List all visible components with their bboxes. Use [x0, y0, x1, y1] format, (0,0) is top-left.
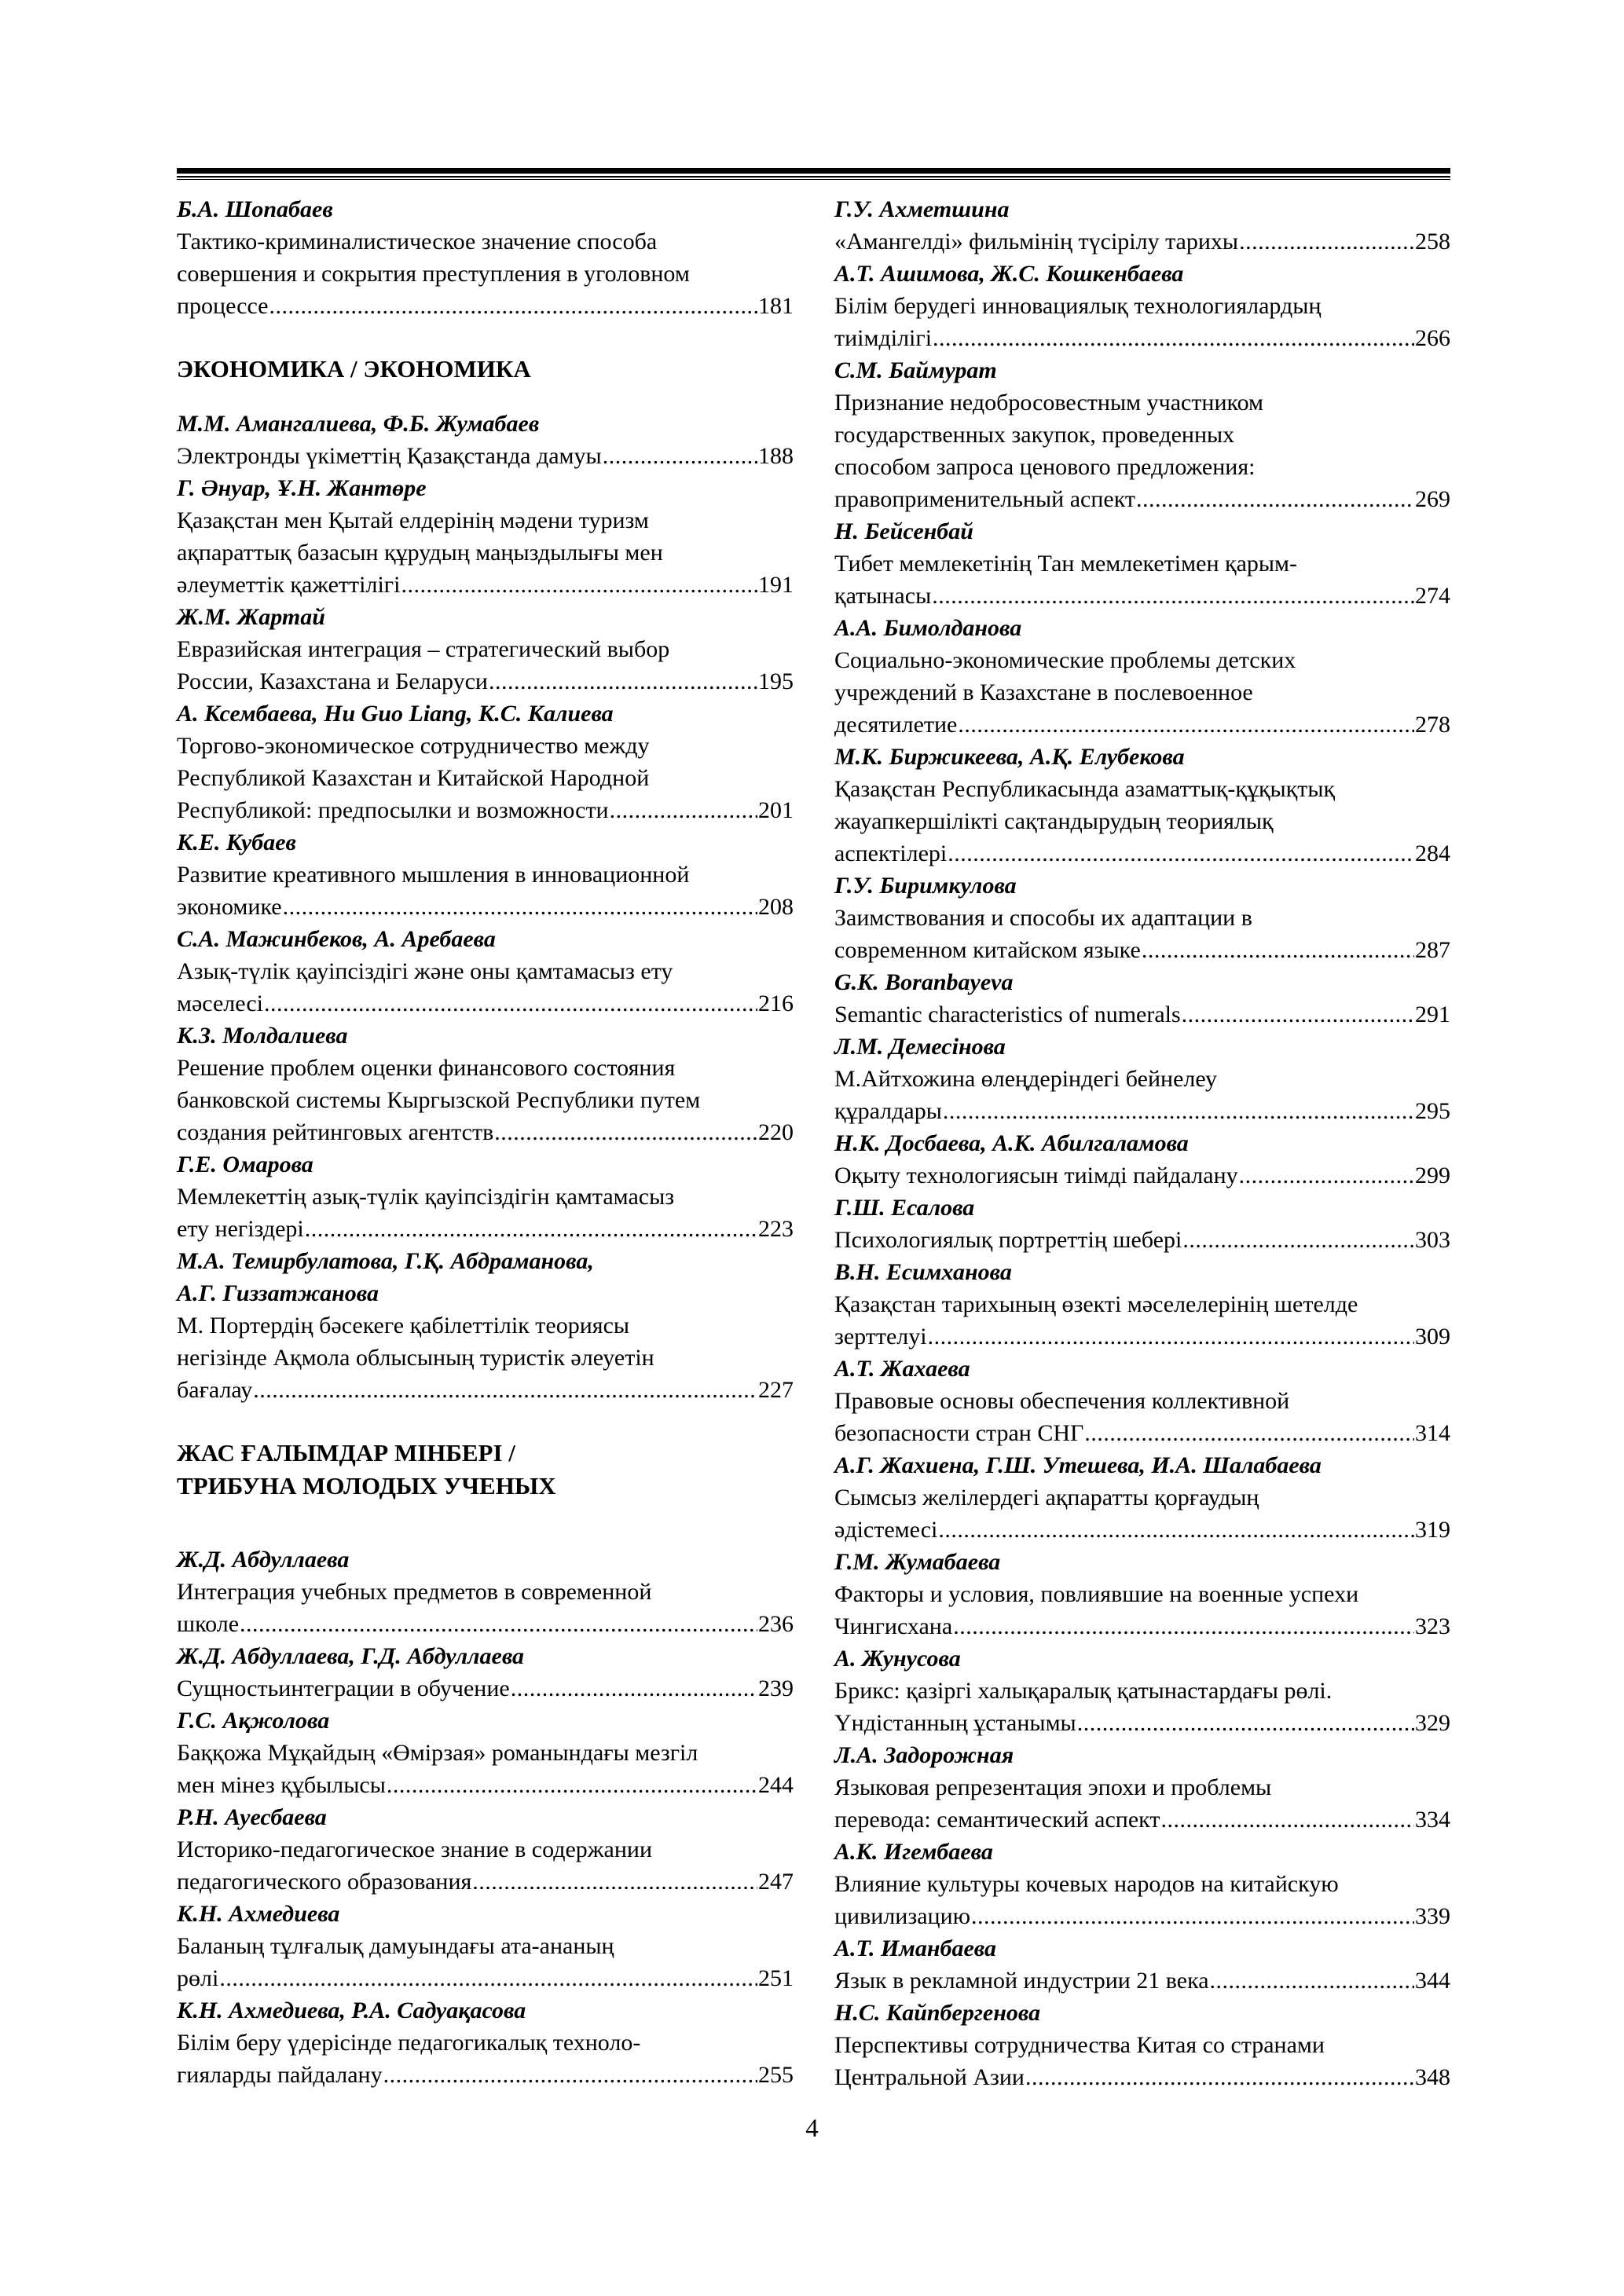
entry-title-line: Азық-түлік қауіпсіздігі және оны қамтамасыз ету	[177, 958, 673, 984]
entry-page-number: 251	[758, 1965, 794, 1991]
entry-title-line: М. Портердің бәсекеге қабілеттілік теориясы	[177, 1313, 630, 1338]
entry-title-end: Оқыту технологиясын тиімді пайдалану	[834, 1163, 1238, 1188]
section-heading: ЖАС ҒАЛЫМДАР МІНБЕРІ /	[177, 1439, 515, 1467]
section-heading: ЭКОНОМИКА / ЭКОНОМИКА	[177, 355, 531, 383]
entry-page-number: 339	[1415, 1903, 1450, 1929]
dot-leader	[283, 891, 757, 923]
entry-page-number: 319	[1415, 1517, 1450, 1543]
entry-title-last-line	[177, 569, 794, 601]
entry-title-end: цивилизацию	[834, 1903, 971, 1929]
toc-entry	[177, 1640, 794, 1705]
dot-leader	[932, 580, 1414, 612]
entry-title-end: процессе	[177, 293, 269, 319]
dot-leader	[489, 665, 757, 698]
dot-leader	[1142, 934, 1414, 966]
entry-page-number: 295	[1415, 1098, 1450, 1124]
dot-leader	[1077, 1707, 1414, 1739]
entry-page-number: 255	[758, 2062, 794, 2088]
entry-title-line: Евразийская интеграция – стратегический выбор	[177, 636, 670, 662]
entry-title-line: Мемлекеттің азық-түлік қауіпсіздігін қамтамасыз	[177, 1184, 675, 1210]
entry-title-last-line	[177, 665, 794, 698]
entry-page-number: 236	[758, 1611, 794, 1637]
entry-author: С.М. Баймурат	[834, 357, 997, 383]
entry-title-end: зерттелуі	[834, 1324, 927, 1349]
entry-title-end: мен мінез құбылысы	[177, 1772, 386, 1798]
entry-title-line: ақпараттық базасын құрудың маңыздылығы мен	[177, 540, 663, 566]
entry-author: Б.А. Шопабаев	[177, 196, 333, 222]
header-rule-hairline	[177, 179, 1450, 180]
dot-leader	[928, 1320, 1414, 1353]
entry-author: Г. Әнуар, Ұ.Н. Жантөре	[177, 475, 427, 501]
entry-title-line: негізінде Ақмола облысының туристік әлеуетін	[177, 1345, 654, 1371]
entry-title-line: Торгово-экономическое сотрудничество между	[177, 733, 650, 759]
entry-title-end: ету негіздері	[177, 1216, 304, 1242]
dot-leader	[1136, 483, 1414, 515]
toc-entry	[177, 1543, 794, 1640]
entry-author: А. Ксембаева, Hu Guo Liang, К.С. Калиева	[177, 701, 614, 727]
toc-entry	[834, 1739, 1450, 1836]
entry-title-last-line	[177, 891, 794, 923]
entry-title-end: Язык в рекламной индустрии 21 века	[834, 1968, 1209, 1994]
entry-title-line: Баққожа Мұқайдың «Өмірзая» романындағы мезгіл	[177, 1740, 698, 1766]
entry-page-number: 220	[758, 1119, 794, 1145]
toc-entry	[177, 923, 794, 1020]
dot-leader	[1084, 1417, 1414, 1449]
toc-entry	[177, 601, 794, 698]
entry-title-line: Қазақстан мен Қытай елдерінің мәдени туризм	[177, 507, 649, 533]
entry-title-end: «Амангелді» фильмінің түсірілу тарихы	[834, 229, 1239, 255]
entry-page-number: 269	[1415, 486, 1450, 512]
toc-entry	[834, 612, 1450, 741]
entry-title-end: Чингисхана	[834, 1613, 953, 1639]
dot-leader	[401, 569, 757, 601]
entry-title-end: современном китайском языке	[834, 937, 1141, 963]
entry-title-line: Историко-педагогическое знание в содержании	[177, 1836, 653, 1862]
entry-title-line: Заимствования и способы их адаптации в	[834, 905, 1252, 931]
entry-title-line: способом запроса ценового предложения:	[834, 454, 1256, 480]
entry-title-last-line	[834, 1900, 1450, 1932]
toc-entry	[834, 1353, 1450, 1449]
entry-page-number: 291	[1415, 1002, 1450, 1027]
entry-title-last-line	[834, 322, 1450, 354]
entry-author: Ж.Д. Абдуллаева, Г.Д. Абдуллаева	[177, 1643, 525, 1669]
toc-entry	[177, 1245, 794, 1406]
entry-page-number: 258	[1415, 229, 1450, 255]
entry-author: С.А. Мажинбеков, А. Аребаева	[177, 926, 496, 952]
entry-page-number: 181	[758, 293, 794, 319]
entry-author: А.Г. Жахиена, Г.Ш. Утешева, И.А. Шалабаева	[834, 1452, 1322, 1478]
toc-entry	[834, 870, 1450, 966]
spacer	[177, 1503, 794, 1543]
entry-title-last-line	[177, 794, 794, 826]
entry-title-end: Үндістанның ұстанымы	[834, 1710, 1076, 1736]
toc-entry	[177, 1705, 794, 1801]
entry-title-end: Психологиялық портреттің шебері	[834, 1227, 1182, 1253]
entry-title-end: перевода: семантический аспект	[834, 1807, 1160, 1833]
entry-title-last-line	[834, 1610, 1450, 1642]
dot-leader	[958, 709, 1414, 741]
entry-title-end: Республикой: предпосылки и возможности	[177, 797, 609, 823]
entry-title-line: Қазақстан тарихының өзекті мәселелерінің шетелде	[834, 1291, 1358, 1317]
entry-page-number: 244	[758, 1772, 794, 1798]
entry-author: Ж.М. Жартай	[177, 604, 325, 630]
toc-entry	[177, 1898, 794, 1994]
entry-title-last-line	[177, 1608, 794, 1640]
dot-leader	[1160, 1803, 1414, 1836]
entry-title-line: М.Айтхожина өлеңдеріндегі бейнелеу	[834, 1066, 1217, 1092]
dot-leader	[1025, 2061, 1414, 2093]
dot-leader	[933, 322, 1414, 354]
entry-title-end: педагогического образования	[177, 1869, 472, 1895]
entry-title-last-line	[834, 1159, 1450, 1192]
entry-author: А.Г. Гиззатжанова	[177, 1280, 379, 1306]
entry-title-end: рөлі	[177, 1965, 219, 1991]
entry-page-number: 348	[1415, 2064, 1450, 2090]
entry-title-last-line	[834, 1095, 1450, 1127]
entry-title-last-line	[834, 934, 1450, 966]
entry-title-line: Қазақстан Республикасында азаматтық-құқықтық	[834, 776, 1336, 802]
entry-title-end: Сущностьинтеграции в обучение	[177, 1675, 510, 1701]
entry-title-end: әдістемесі	[834, 1517, 938, 1543]
entry-author: В.Н. Есимханова	[834, 1259, 1012, 1285]
entry-page-number: 227	[758, 1377, 794, 1403]
entry-title-end: правоприменительный аспект	[834, 486, 1135, 512]
entry-page-number: 278	[1415, 712, 1450, 738]
dot-leader	[1182, 1224, 1414, 1256]
entry-title-line: Влияние культуры кочевых народов на китайскую	[834, 1871, 1339, 1897]
entry-author: А.Т. Ашимова, Ж.С. Кошкенбаева	[834, 261, 1184, 287]
toc-entry	[834, 741, 1450, 870]
entry-title-last-line	[177, 987, 794, 1020]
entry-author: Л.А. Задорожная	[834, 1742, 1014, 1768]
entry-page-number: 191	[758, 572, 794, 598]
entry-title-last-line	[177, 1866, 794, 1898]
entry-title-line: Языковая репрезентация эпохи и проблемы	[834, 1774, 1272, 1800]
entry-title-line: Решение проблем оценки финансового состояния	[177, 1055, 676, 1081]
entry-title-line: банковской системы Кыргызской Республики путем	[177, 1087, 701, 1113]
entry-author: М.М. Амангалиева, Ф.Б. Жумабаев	[177, 411, 540, 437]
entry-title-line: Факторы и условия, повлиявшие на военные успехи	[834, 1581, 1359, 1607]
entry-page-number: 323	[1415, 1613, 1450, 1639]
entry-author: А.А. Бимолданова	[834, 615, 1022, 641]
entry-title-last-line	[177, 1374, 794, 1406]
toc-left-column	[177, 193, 794, 2091]
dot-leader	[971, 1900, 1414, 1932]
toc-entry	[834, 1932, 1450, 1997]
entry-title-end: создания рейтинговых агентств	[177, 1119, 494, 1145]
toc-right-column	[834, 193, 1450, 2093]
spacer	[177, 386, 794, 408]
entry-title-end: құралдары	[834, 1098, 942, 1124]
entry-page-number: 287	[1415, 937, 1450, 963]
header-rule-thick	[177, 168, 1450, 174]
entry-page-number: 314	[1415, 1420, 1450, 1446]
entry-title-line: Брикс: қазіргі халықаралық қатынастардағы рөлі.	[834, 1678, 1333, 1704]
toc-entry	[177, 1994, 794, 2091]
entry-title-line: Тибет мемлекетінің Тан мемлекетімен қарым-	[834, 551, 1298, 577]
entry-page-number: 247	[758, 1869, 794, 1895]
page-number: 4	[805, 2115, 819, 2143]
entry-title-line: совершения и сокрытия преступления в уголовном	[177, 261, 690, 287]
entry-title-line: Республикой Казахстан и Китайской Народной	[177, 765, 650, 791]
toc-entry	[834, 1031, 1450, 1127]
entry-title-end: бағалау	[177, 1377, 253, 1403]
entry-title-last-line	[177, 1769, 794, 1801]
entry-author: А.Т. Иманбаева	[834, 1935, 996, 1961]
entry-title-end: Электронды үкіметтің Қазақстанда дамуы	[177, 443, 602, 469]
entry-title-line: Баланың тұлғалық дамуындағы ата-ананың	[177, 1933, 614, 1959]
toc-entry	[834, 193, 1450, 258]
dot-leader	[938, 1514, 1414, 1546]
entry-title-last-line	[834, 2061, 1450, 2093]
dot-leader	[953, 1610, 1414, 1642]
dot-leader	[383, 2059, 757, 2091]
toc-entry	[834, 1256, 1450, 1353]
toc-entry	[834, 515, 1450, 612]
entry-page-number: 266	[1415, 325, 1450, 351]
entry-title-line: Сымсыз желілердегі ақпаратты қорғаудың	[834, 1485, 1259, 1511]
entry-page-number: 223	[758, 1216, 794, 1242]
toc-entry	[834, 258, 1450, 354]
dot-leader	[948, 837, 1414, 870]
entry-author: А.Т. Жахаева	[834, 1356, 970, 1382]
entry-page-number: 299	[1415, 1163, 1450, 1188]
toc-entry	[834, 354, 1450, 515]
entry-page-number: 329	[1415, 1710, 1450, 1736]
toc-entry	[834, 1836, 1450, 1932]
toc-entry	[177, 698, 794, 826]
dot-leader	[240, 1608, 757, 1640]
entry-title-last-line	[834, 1707, 1450, 1739]
entry-author: К.Н. Ахмедиева, Р.А. Садуақасова	[177, 1998, 526, 2023]
dot-leader	[1210, 1965, 1414, 1997]
entry-page-number: 195	[758, 668, 794, 694]
entry-title-end: қатынасы	[834, 583, 932, 609]
dot-leader	[1239, 1159, 1414, 1192]
entry-title-line: государственных закупок, проведенных	[834, 422, 1235, 448]
toc-entry	[177, 472, 794, 601]
entry-title-last-line	[834, 998, 1450, 1031]
entry-author: Г.М. Жумабаева	[834, 1549, 1001, 1575]
entry-title-last-line	[177, 1213, 794, 1245]
entry-title-last-line	[177, 290, 794, 322]
entry-title-last-line	[834, 1417, 1450, 1449]
entry-title-last-line	[834, 1803, 1450, 1836]
dot-leader	[219, 1962, 757, 1994]
toc-entry	[834, 1642, 1450, 1739]
entry-title-last-line	[834, 1514, 1450, 1546]
entry-title-line: Білім берудегі инновациялық технологиялардың	[834, 293, 1322, 319]
entry-page-number: 334	[1415, 1807, 1450, 1833]
entry-author: М.А. Темирбулатова, Г.Қ. Абдраманова,	[177, 1248, 594, 1274]
entry-title-end: гияларды пайдалану	[177, 2062, 383, 2088]
entry-title-end: России, Казахстана и Беларуси	[177, 668, 488, 694]
entry-page-number: 303	[1415, 1227, 1450, 1253]
entry-title-last-line	[177, 1116, 794, 1148]
dot-leader	[264, 987, 757, 1020]
entry-title-last-line	[834, 580, 1450, 612]
entry-page-number: 309	[1415, 1324, 1450, 1349]
toc-entry	[834, 1997, 1450, 2093]
dot-leader	[1239, 225, 1414, 258]
entry-title-end: десятилетие	[834, 712, 958, 738]
entry-title-end: школе	[177, 1611, 240, 1637]
toc-entry	[177, 408, 794, 472]
dot-leader	[305, 1213, 757, 1245]
entry-page-number: 239	[758, 1675, 794, 1701]
entry-title-line: Развитие креативного мышления в инновационной	[177, 862, 690, 888]
entry-author: К.З. Молдалиева	[177, 1023, 348, 1049]
dot-leader	[603, 440, 757, 472]
entry-author: Г.С. Ақжолова	[177, 1708, 330, 1734]
entry-title-line: Социально-экономические проблемы детских	[834, 647, 1296, 673]
entry-author: Н. Бейсенбай	[834, 518, 973, 544]
entry-title-last-line	[834, 1224, 1450, 1256]
dot-leader	[253, 1374, 757, 1406]
toc-entry	[177, 1801, 794, 1898]
entry-title-last-line	[177, 1962, 794, 1994]
toc-entry	[177, 1020, 794, 1148]
entry-page-number: 274	[1415, 583, 1450, 609]
entry-author: Г.Е. Омарова	[177, 1152, 313, 1177]
entry-title-last-line	[834, 1965, 1450, 1997]
toc-entry	[177, 193, 794, 322]
entry-title-last-line	[834, 709, 1450, 741]
entry-author: М.К. Биржикеева, А.Қ. Елубекова	[834, 744, 1185, 770]
entry-title-last-line	[834, 225, 1450, 258]
entry-author: К.Е. Кубаев	[177, 829, 296, 855]
entry-author: Г.У. Биримкулова	[834, 873, 1017, 899]
entry-author: Н.К. Досбаева, А.К. Абилгаламова	[834, 1130, 1189, 1156]
toc-entry	[834, 966, 1450, 1031]
entry-author: Л.М. Демесінова	[834, 1034, 1006, 1060]
entry-title-end: Центральной Азии	[834, 2064, 1025, 2090]
entry-page-number: 188	[758, 443, 794, 469]
entry-title-end: әлеуметтік қажеттілігі	[177, 572, 401, 598]
entry-page-number: 344	[1415, 1968, 1450, 1994]
entry-title-end: безопасности стран СНГ	[834, 1420, 1084, 1446]
dot-leader	[943, 1095, 1414, 1127]
entry-title-end: мәселесі	[177, 991, 263, 1016]
entry-author: А. Жунусова	[834, 1646, 961, 1672]
entry-title-line: Білім беру үдерісінде педагогикалық техноло-	[177, 2030, 641, 2056]
entry-title-line: Перспективы сотрудничества Китая со странами	[834, 2032, 1325, 2058]
entry-page-number: 201	[758, 797, 794, 823]
entry-author: G.K. Boranbayeva	[834, 969, 1014, 995]
toc-entry	[834, 1546, 1450, 1642]
entry-title-last-line	[177, 440, 794, 472]
entry-title-end: аспектілері	[834, 840, 948, 866]
entry-title-last-line	[834, 483, 1450, 515]
entry-title-line: Признание недобросовестным участником	[834, 390, 1264, 416]
entry-title-line: Интеграция учебных предметов в современной	[177, 1579, 652, 1605]
toc-entry	[834, 1127, 1450, 1192]
entry-title-end: экономике	[177, 894, 282, 920]
section-heading: ТРИБУНА МОЛОДЫХ УЧЕНЫХ	[177, 1472, 556, 1500]
entry-title-last-line	[177, 2059, 794, 2091]
entry-title-line: учреждений в Казахстане в послевоенное	[834, 679, 1253, 705]
dot-leader	[494, 1116, 757, 1148]
entry-title-last-line	[834, 1320, 1450, 1353]
entry-page-number: 208	[758, 894, 794, 920]
toc-entry	[177, 1148, 794, 1245]
entry-title-last-line	[834, 837, 1450, 870]
toc-entry	[834, 1449, 1450, 1546]
entry-title-last-line	[177, 1672, 794, 1705]
dot-leader	[610, 794, 757, 826]
entry-title-line: Тактико-криминалистическое значение способа	[177, 229, 658, 255]
entry-page-number: 284	[1415, 840, 1450, 866]
entry-title-end: тиімділігі	[834, 325, 933, 351]
entry-title-line: Правовые основы обеспечения коллективной	[834, 1388, 1290, 1414]
dot-leader	[269, 290, 757, 322]
toc-entry	[834, 1192, 1450, 1256]
entry-author: Н.С. Кайпбергенова	[834, 2000, 1041, 2026]
toc-entry	[177, 826, 794, 923]
header-rule-thin	[177, 176, 1450, 178]
entry-page-number: 216	[758, 991, 794, 1016]
dot-leader	[1182, 998, 1414, 1031]
entry-author: Ж.Д. Абдуллаева	[177, 1547, 350, 1573]
spacer	[177, 1406, 794, 1437]
entry-author: К.Н. Ахмедиева	[177, 1901, 340, 1927]
entry-author: Г.У. Ахметшина	[834, 196, 1010, 222]
entry-author: Р.Н. Ауесбаева	[177, 1804, 327, 1830]
dot-leader	[472, 1866, 757, 1898]
entry-author: Г.Ш. Есалова	[834, 1195, 975, 1221]
entry-title-end: Semantic characteristics of numerals	[834, 1002, 1181, 1027]
dot-leader	[387, 1769, 757, 1801]
spacer	[177, 322, 794, 353]
entry-title-line: жауапкершілікті сақтандырудың теориялық	[834, 808, 1274, 834]
dot-leader	[511, 1672, 757, 1705]
entry-author: А.К. Игембаева	[834, 1839, 993, 1865]
